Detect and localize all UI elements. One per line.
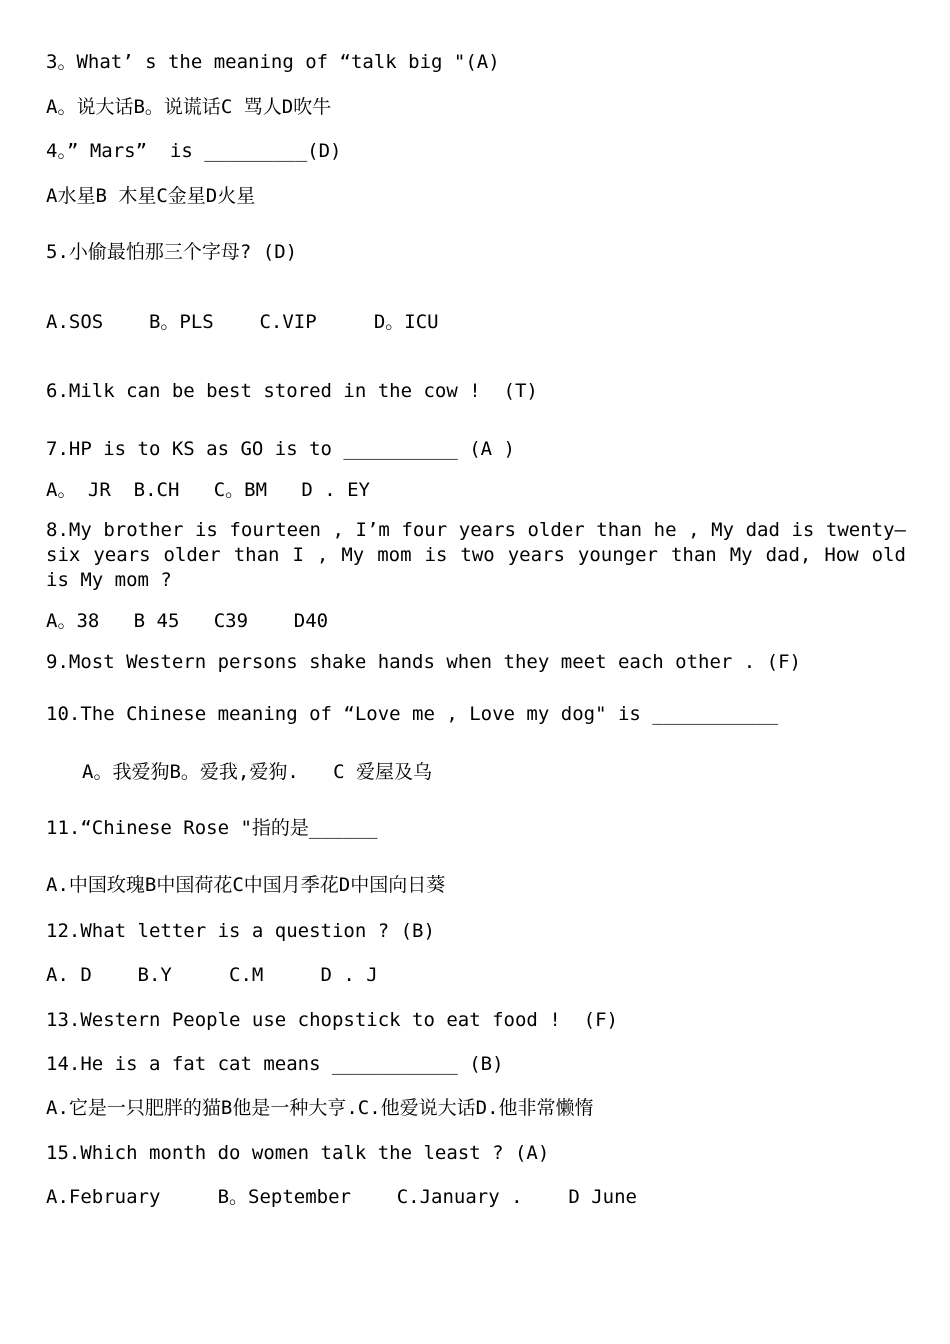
- question-8-options: A。38 B 45 C39 D40: [46, 610, 329, 632]
- question-10-options: A。我爱狗B。爱我,爱狗. C 爱屋及乌: [82, 761, 432, 783]
- question-14-options: A.它是一只肥胖的猫B他是一种大亨.C.他爱说大话D.他非常懒惰: [46, 1097, 594, 1119]
- question-11-options: A.中国玫瑰B中国荷花C中国月季花D中国向日葵: [46, 874, 446, 896]
- question-11-text: 11.“Chinese Rose "指的是______: [46, 817, 378, 839]
- question-5-options: A.SOS B。PLS C.VIP D。ICU: [46, 311, 439, 333]
- question-7-options: A。 JR B.CH C。BM D . EY: [46, 479, 370, 501]
- question-10-text: 10.The Chinese meaning of “Love me , Love my dog" is ___________: [46, 703, 779, 725]
- question-12-options: A. D B.Y C.M D . J: [46, 964, 378, 986]
- question-3-options: A。说大话B。说谎话C 骂人D吹牛: [46, 96, 332, 118]
- question-9-text: 9.Most Western persons shake hands when they meet each other . (F): [46, 651, 801, 673]
- question-13-text: 13.Western People use chopstick to eat food ! (F): [46, 1009, 618, 1031]
- question-4-text: 4。” Mars” is _________(D): [46, 140, 342, 162]
- question-3-text: 3。What’ s the meaning of “talk big "(A): [46, 51, 500, 73]
- question-8-text: 8.My brother is fourteen , I’m four years older than he , My dad is twenty—six years older than I , My mom is two years younger than My dad, How old is My mom ?: [46, 519, 906, 591]
- question-14-text: 14.He is a fat cat means ___________ (B): [46, 1053, 504, 1075]
- question-5-text: 5.小偷最怕那三个字母? (D): [46, 241, 298, 263]
- question-15-options: A.February B。September C.January . D June: [46, 1186, 637, 1208]
- question-15-text: 15.Which month do women talk the least ? (A): [46, 1142, 550, 1164]
- question-4-options: A水星B 木星C金星D火星: [46, 185, 256, 207]
- question-6-text: 6.Milk can be best stored in the cow ! (T): [46, 380, 538, 402]
- question-7-text: 7.HP is to KS as GO is to __________ (A ): [46, 438, 515, 460]
- question-12-text: 12.What letter is a question ? (B): [46, 920, 435, 942]
